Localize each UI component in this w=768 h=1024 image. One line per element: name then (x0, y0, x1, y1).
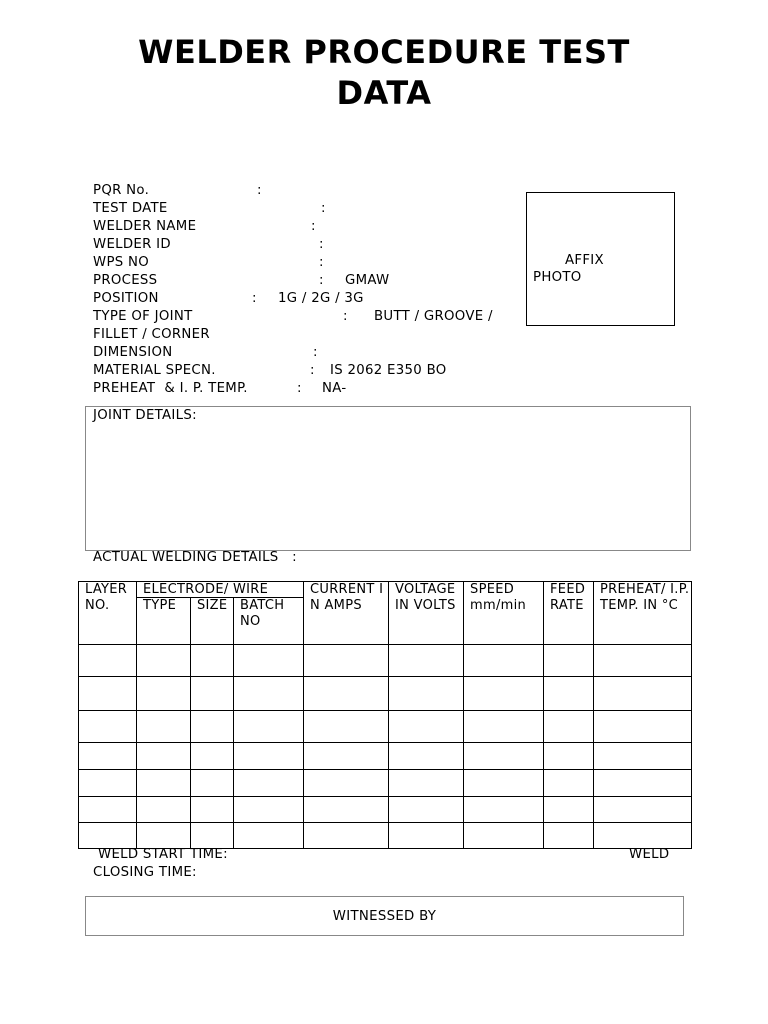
joint-details-box (85, 406, 691, 551)
header-feed-rate: FEED RATE (544, 582, 594, 645)
table-row (79, 796, 692, 822)
header-batch-no: BATCH NO (234, 598, 304, 645)
field-welder-name: WELDER NAME : (93, 219, 316, 234)
photo-label-photo: PHOTO (533, 270, 582, 285)
affix-photo-box (526, 192, 675, 326)
table-row (79, 645, 692, 677)
document-title (0, 32, 768, 114)
field-material-specn: MATERIAL SPECN. : IS 2062 E350 BO (93, 363, 447, 378)
table-row (79, 677, 692, 711)
header-type: TYPE (137, 598, 191, 645)
field-test-date: TEST DATE : (93, 201, 326, 216)
weld-start-time-label: WELD START TIME: (98, 847, 228, 862)
photo-label-affix: AFFIX (565, 253, 604, 268)
welding-details-table (78, 581, 692, 849)
title-line-2: DATA (336, 74, 432, 112)
field-position: POSITION : 1G / 2G / 3G (93, 291, 364, 306)
field-welder-id: WELDER ID : (93, 237, 324, 252)
table-row (79, 822, 692, 848)
header-layer-no: LAYER NO. (79, 582, 137, 645)
joint-details-label: JOINT DETAILS: (93, 408, 197, 423)
table-row (79, 711, 692, 742)
closing-time-label: CLOSING TIME: (93, 865, 197, 880)
field-fillet-corner: FILLET / CORNER (93, 327, 210, 342)
field-wps-no: WPS NO : (93, 255, 324, 270)
actual-welding-details-label: ACTUAL WELDING DETAILS : (93, 550, 297, 565)
weld-closing-label-part1: WELD (629, 847, 670, 862)
header-preheat: PREHEAT/ I.P. TEMP. IN °C (594, 582, 692, 645)
field-pqr-no: PQR No. : (93, 183, 262, 198)
table-row (79, 769, 692, 796)
field-process: PROCESS : GMAW (93, 273, 390, 288)
header-current: CURRENT IN AMPS (304, 582, 389, 645)
header-electrode-wire: ELECTRODE/ WIRE (137, 582, 304, 598)
header-speed: SPEED mm/min (464, 582, 544, 645)
field-dimension: DIMENSION : (93, 345, 318, 360)
witnessed-by-box (85, 896, 684, 936)
header-size: SIZE (191, 598, 234, 645)
title-line-1: WELDER PROCEDURE TEST (138, 33, 630, 71)
table-row (79, 742, 692, 769)
header-voltage: VOLTAGE IN VOLTS (389, 582, 464, 645)
field-preheat: PREHEAT & I. P. TEMP. : NA- (93, 381, 347, 396)
witnessed-by-label: WITNESSED BY (332, 908, 437, 924)
field-type-of-joint: TYPE OF JOINT : BUTT / GROOVE / (93, 309, 493, 324)
